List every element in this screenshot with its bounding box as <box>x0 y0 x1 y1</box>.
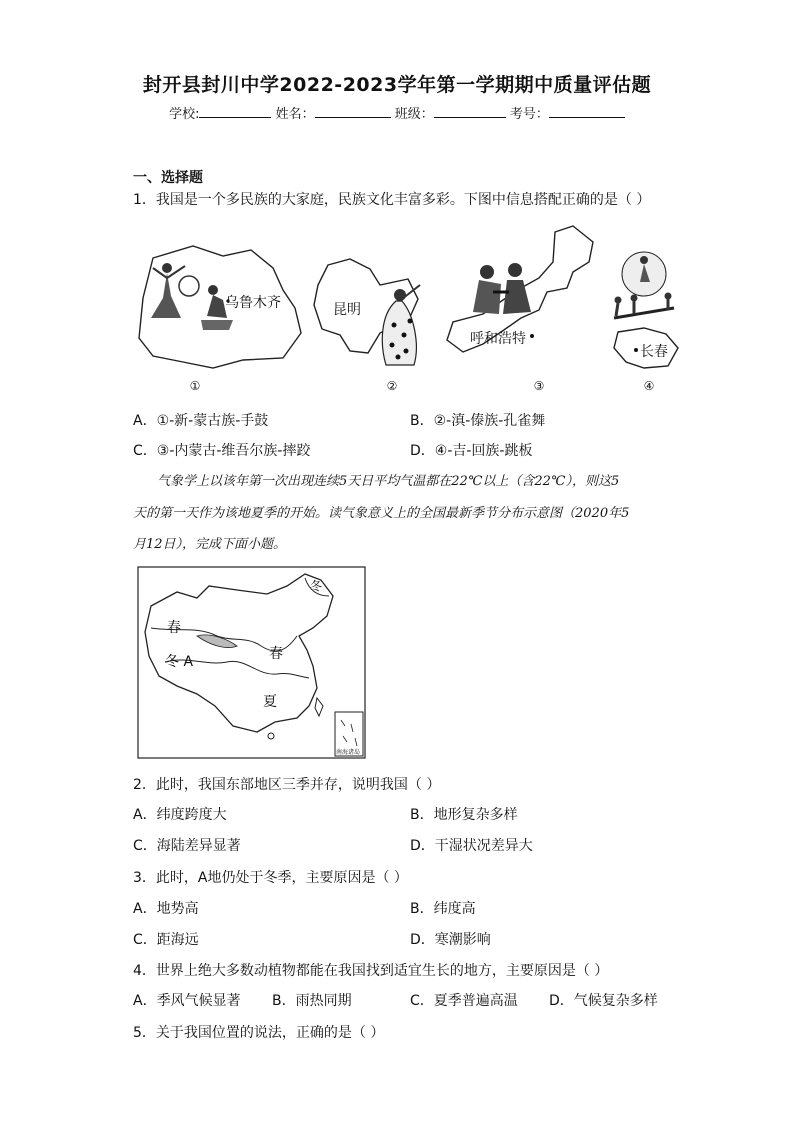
label-summer: 夏 <box>263 694 277 710</box>
q4-option-a[interactable]: A．季风气候显著 <box>133 993 241 1009</box>
class-blank[interactable] <box>434 105 506 118</box>
q3-option-a[interactable]: A．地势高 <box>133 901 199 917</box>
q4-option-b[interactable]: B．雨热同期 <box>272 993 352 1009</box>
q3-option-b[interactable]: B．纬度高 <box>410 901 476 917</box>
exam-no-blank[interactable] <box>549 105 625 118</box>
city-label-kunming: 昆明 <box>333 302 361 318</box>
section-title: 一、选择题 <box>133 170 203 186</box>
wrestlers-figure-icon <box>473 263 531 314</box>
name-label: 姓名： <box>275 107 315 122</box>
map-number-1: ① <box>189 379 201 393</box>
hohhot-text: 呼和浩特 <box>470 331 526 347</box>
q2-option-b[interactable]: B．地形复杂多样 <box>410 807 518 823</box>
season-distribution-map <box>137 566 367 760</box>
map-number-2: ② <box>386 379 398 393</box>
map-yunnan <box>310 255 440 375</box>
q1-option-b[interactable]: B．②-滇-傣族-孔雀舞 <box>410 413 546 429</box>
q3-option-c[interactable]: C．距海远 <box>133 932 199 948</box>
label-winter-ne: 冬 <box>310 579 323 593</box>
q4-option-d[interactable]: D．气候复杂多样 <box>549 993 658 1009</box>
name-blank[interactable] <box>315 105 391 118</box>
student-info-line <box>0 103 794 122</box>
school-blank[interactable] <box>199 105 271 118</box>
question-2-stem: 2．此时，我国东部地区三季并存，说明我国（ ） <box>133 777 441 793</box>
class-label: 班级： <box>394 107 434 122</box>
question-1-stem: 1．我国是一个多民族的大家庭，民族文化丰富多彩。下图中信息搭配正确的是（ ） <box>133 192 651 208</box>
question-3-stem: 3．此时，A地仍处于冬季，主要原因是（ ） <box>133 870 408 886</box>
passage-line-3: 月12日），完成下面小题。 <box>133 537 287 552</box>
label-spring-nw: 春 <box>167 620 181 636</box>
changchun-text: 长春 <box>640 344 668 360</box>
peacock-dancer-icon <box>382 285 420 365</box>
city-label-changchun <box>632 341 682 363</box>
school-label: 学校: <box>169 107 200 122</box>
map-number-3: ③ <box>533 379 545 393</box>
q4-option-c[interactable]: C．夏季普遍高温 <box>410 993 518 1009</box>
exam-no-label: 考号： <box>509 107 549 122</box>
q1-option-a[interactable]: A．①-新-蒙古族-手鼓 <box>133 413 269 429</box>
page-title: 封开县封川中学2022-2023学年第一学期期中质量评估题 <box>142 74 652 96</box>
q2-option-c[interactable]: C．海陆差异显著 <box>133 838 241 854</box>
urumqi-text: 乌鲁木齐 <box>225 295 281 311</box>
city-label-hohhot <box>470 328 560 350</box>
passage-line-1: 气象学上以该年第一次出现连续5天日平均气温都在22℃以上（含22℃），则这5 <box>157 474 620 489</box>
label-south-sea-islands: 南海诸岛 <box>336 749 361 756</box>
q2-option-d[interactable]: D．干湿状况差异大 <box>410 838 533 854</box>
city-label-urumqi <box>225 292 305 312</box>
question-4-stem: 4．世界上绝大多数动植物都能在我国找到适宜生长的地方，主要原因是（ ） <box>133 963 609 979</box>
map-inner-mongolia <box>443 222 613 374</box>
q1-option-c[interactable]: C．③-内蒙古-维吾尔族-摔跤 <box>133 443 311 459</box>
dancer-figure-icon <box>151 263 199 318</box>
q2-option-a[interactable]: A．纬度跨度大 <box>133 807 227 823</box>
q3-option-d[interactable]: D．寒潮影响 <box>410 932 491 948</box>
map-number-4: ④ <box>643 379 655 393</box>
label-spring-central: 春 <box>269 646 283 662</box>
passage-line-2: 天的第一天作为该地夏季的开始。读气象意义上的全国最新季节分布示意图（2020年5 <box>133 506 630 521</box>
question-5-stem: 5．关于我国位置的说法，正确的是（ ） <box>133 1025 385 1041</box>
label-winter-a: 冬 A <box>165 654 194 670</box>
q1-option-d[interactable]: D．④-吉-回族-跳板 <box>410 443 533 459</box>
